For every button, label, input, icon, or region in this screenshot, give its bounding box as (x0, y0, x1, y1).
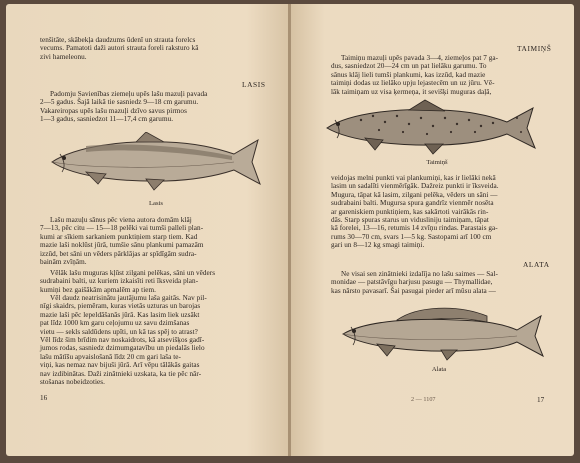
left-page (6, 4, 289, 456)
left-top-paragraph: tenšitāte, skābekļa daudzums ūdenī un strauta forelcs vecums. Pamatoti daži autori strauta foreli raksturo kā zivi hameleonu. (40, 36, 199, 61)
right-paragraph-1: Taimiņu mazuļi upēs pavada 3—4, ziemeļos pat 7 ga- dus, sasniedzot 20—24 cm un pat lielāku garumu. To sānus klāj lieli tumši plankumi, kas izzūd, kad mazie taimiņi dodas uz lielāko upju lejastecēm un uz jūru. Vē- lāk taimiņam uz visa ķermeņa, it sevišķi muguras daļā, (331, 54, 499, 96)
left-paragraph-3: Vēlāk lašu muguras kļūst zilgani pelēkas, sāni un vēders sudrabaini balti, uz kuriem izkaisīti reti īksveida plan- kumiņi bez gaišākām apmalēm ap tiem. (40, 269, 216, 294)
section-heading-alata: ALATA (523, 260, 550, 269)
section-heading-lasis: LASIS (242, 80, 266, 89)
figure-caption-taimins: Taimiņš (426, 159, 448, 166)
salmon-illustration (46, 132, 266, 194)
running-head-taimins: TAIMIŅŠ (517, 44, 552, 53)
right-page (291, 4, 574, 456)
page-number-left: 16 (40, 394, 48, 402)
figure-caption-lasis: Lasis (149, 200, 163, 207)
right-paragraph-2: veidojas melni punkti vai plankumiņi, kas ir lielāki nekā lasim un sadalīti vienmērīgāk. Dažreiz punkti ir īksveida. Mugura, tāpat kā lasim, zilgani pelēka, vēders un sāni — sudrabaini balti. Mugursa spura gandrīz vienmēr nosēta ar gareniskiem punktiņiem, kas sakārtoti vairākās rin- dās. Starp spuras starus un vidusliniju taimiņam, tāpat kā forelei, 13—16, retumis 14 zvīņu rindas. Parastais ga- rums 30—70 cm, svars 1—5 kg. Sastopami arī 100 cm gari un 8—12 kg smagi taimiņi. (331, 174, 499, 250)
figure-caption-alata: Alata (431, 366, 447, 373)
trout-illustration (321, 98, 541, 156)
left-paragraph-2: Lašu mazuļu sānus pēc viena autora domām klāj 7—13, pēc citu — 15—18 pelēki vai tumši palleli plan- kumi ar sīkiem sarkaniem punktiņiem starp tiem. Kad mazie laši noklūst jūrā, tumšie sānu plankumi pamazām izzūd, bet sāni un vēders pārklājas ar spīdīgām sudra- bainām zvīņām. (40, 216, 204, 267)
left-paragraph-1: Padomju Savienības ziemeļu upēs lašu mazuļi pavada 2—5 gadus. Šajā laikā tie sasniedz 9—18 cm garumu. Vakareiropas upēs lašu mazuļi dzīvo savus pirmos 1—3 gadus, sasniedzot 11—17,4 cm garumu. (40, 90, 208, 124)
grayling-illustration (337, 302, 547, 362)
page-number-right: 17 (537, 396, 545, 404)
open-book (6, 4, 574, 456)
printer-signature-mark: 2 — 1107 (411, 396, 436, 403)
left-paragraph-4: Vēl daudz neatrisinātu jautājumu laša gaitās. Nav pil- nīgi skaidrs, piemēram, kuras vietās uzturas un barojas mazie laši pēc lepeldāšanās jūrā. Kas lasim liek uzsākt pat līdz 1000 km garu ceļojumu uz savu dzimšanas vietu — sekls saldūdens upīti, un kā tas spēj to atrast? Vēl līdz šim brīdim nav noskaidrots, kā atsevišķos gadī- jumos rodas, sasniedz dzimumgatavību un piedalās lielo lašu mātīšu apvaislošanā līdz 20 cm gari laša te- viņi, kas nemaz nav bijuši jūrā. Arī vēpu tālākās gaitas nav izdibinātas. Daži zinātnieki uzskata, ka tie pēc nār- stošanas nobeidzoties. (40, 294, 207, 387)
right-paragraph-3: Ne visai sen zinātnieki izdalīja no lašu saimes — Sal- monidae — patstāvīgu harjusu pasugu — Thymallidae, kas nārsto pavasarī. Šai pasugai pieder arī mūsu alata — (331, 270, 498, 295)
